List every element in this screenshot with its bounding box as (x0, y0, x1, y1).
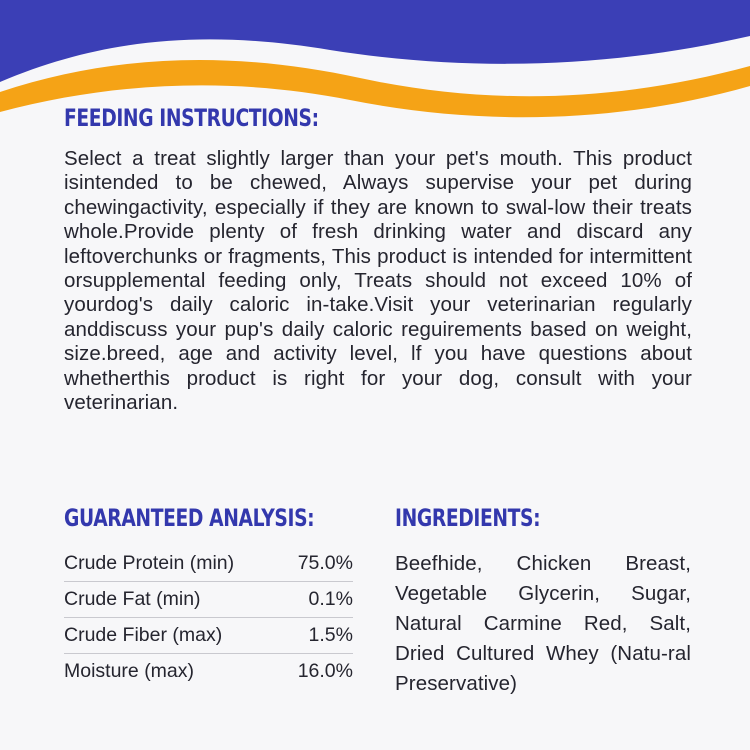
guaranteed-analysis-heading: GUARANTEED ANALYSIS: (64, 504, 315, 532)
feeding-instructions-heading: FEEDING INSTRUCTIONS: (64, 104, 319, 132)
analysis-value: 0.1% (282, 582, 353, 618)
table-row (64, 618, 353, 654)
table-row (64, 654, 353, 690)
analysis-label: Crude Protein (min) (64, 546, 282, 582)
ingredients-heading: INGREDIENTS: (395, 504, 541, 532)
analysis-label: Moisture (max) (64, 660, 195, 682)
analysis-value: 75.0% (282, 546, 353, 582)
analysis-label: Crude Fat (min) (64, 582, 282, 618)
guaranteed-analysis-table (64, 546, 353, 689)
table-row (64, 546, 353, 582)
analysis-value: 16.0% (297, 660, 353, 682)
feeding-instructions-text: Select a treat slightly larger than your pet's mouth. This product isintended to be chewed, Always supervise your pet during chewingactivity, especially if they are known to swal-low their treats whole.Provide plenty of fresh drinking water and discard any leftoverchunks or fragments, This product is intended for intermittent orsupplemental feeding only, Treats should not exceed 10% of yourdog's daily caloric in-take.Visit your veterinarian regularly anddiscuss your pup's daily caloric reguirements based on weight, size.breed, age and activity level, lf you have questions about whetherthis product is right for your dog, consult with your veterinarian. (64, 147, 692, 415)
ingredients-text: Beefhide, Chicken Breast, Vegetable Glycerin, Sugar, Natural Carmine Red, Salt, Dried Cultured Whey (Natu-ral Preservative) (395, 552, 691, 695)
table-row (64, 582, 353, 618)
analysis-label: Crude Fiber (max) (64, 618, 282, 654)
decorative-wave-banner (0, 0, 750, 120)
analysis-value: 1.5% (282, 618, 353, 654)
